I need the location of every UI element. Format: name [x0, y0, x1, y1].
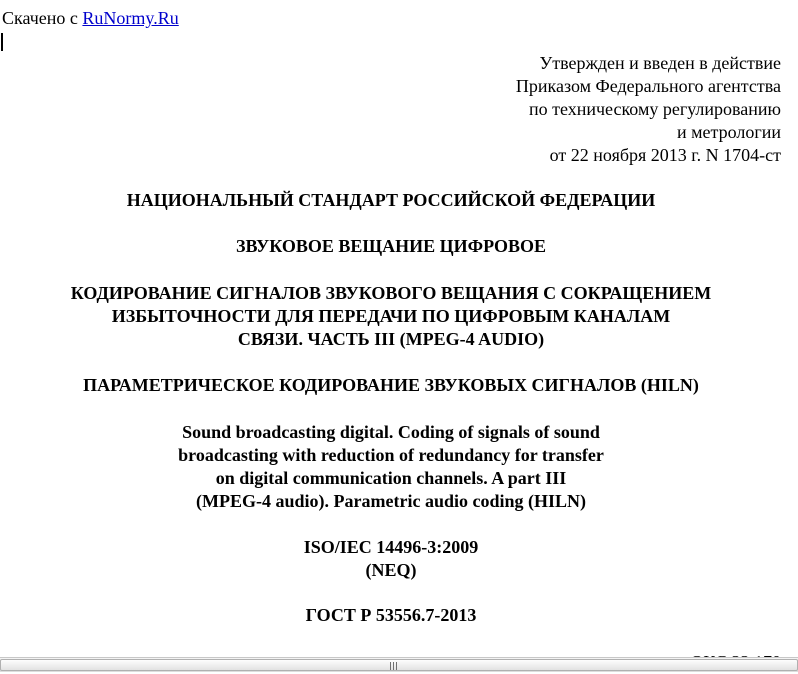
approval-block	[516, 52, 781, 167]
equivalence-degree: (NEQ)	[365, 560, 417, 580]
grip-icon	[390, 662, 398, 670]
title-line: (MPEG-4 audio). Parametric audio coding (HILN)	[196, 491, 586, 511]
gost-number: ГОСТ Р 53556.7-2013	[305, 605, 477, 625]
runormy-link[interactable]: RuNormy.Ru	[82, 8, 179, 28]
scrollbar-thumb[interactable]	[0, 659, 798, 671]
title-line: on digital communication channels. A part III	[215, 468, 567, 488]
iso-number: ISO/IEC 14496-3:2009	[303, 537, 479, 557]
topic-heading: ЗВУКОВОЕ ВЕЩАНИЕ ЦИФРОВОЕ	[235, 236, 547, 256]
text-cursor	[1, 33, 3, 51]
iso-reference	[0, 536, 782, 582]
standard-type-heading: НАЦИОНАЛЬНЫЙ СТАНДАРТ РОССИЙСКОЙ ФЕДЕРАЦИИ	[126, 190, 656, 210]
approval-line: Утвержден и введен в действие	[539, 53, 781, 73]
source-line	[2, 7, 179, 29]
russian-title	[0, 282, 782, 351]
english-title	[0, 421, 782, 513]
approval-line: по техническому регулированию	[528, 99, 781, 119]
title-line: broadcasting with reduction of redundancy for transfer	[178, 445, 604, 465]
title-line: КОДИРОВАНИЕ СИГНАЛОВ ЗВУКОВОГО ВЕЩАНИЯ С СОКРАЩЕНИЕМ	[70, 283, 712, 303]
approval-line: и метрологии	[677, 122, 781, 142]
approval-line: Приказом Федерального агентства	[515, 76, 781, 96]
title-line: ИЗБЫТОЧНОСТИ ДЛЯ ПЕРЕДАЧИ ПО ЦИФРОВЫМ КАНАЛАМ	[111, 306, 671, 326]
horizontal-scrollbar[interactable]	[0, 657, 798, 672]
downloaded-from-text: Скачено с	[2, 8, 83, 28]
title-line: Sound broadcasting digital. Coding of signals of sound	[182, 422, 600, 442]
approval-line: от 22 ноября 2013 г. N 1704-ст	[549, 145, 781, 165]
title-line: СВЯЗИ. ЧАСТЬ III (MPEG-4 AUDIO)	[237, 329, 545, 349]
russian-subtitle: ПАРАМЕТРИЧЕСКОЕ КОДИРОВАНИЕ ЗВУКОВЫХ СИГНАЛОВ (HILN)	[83, 375, 699, 395]
